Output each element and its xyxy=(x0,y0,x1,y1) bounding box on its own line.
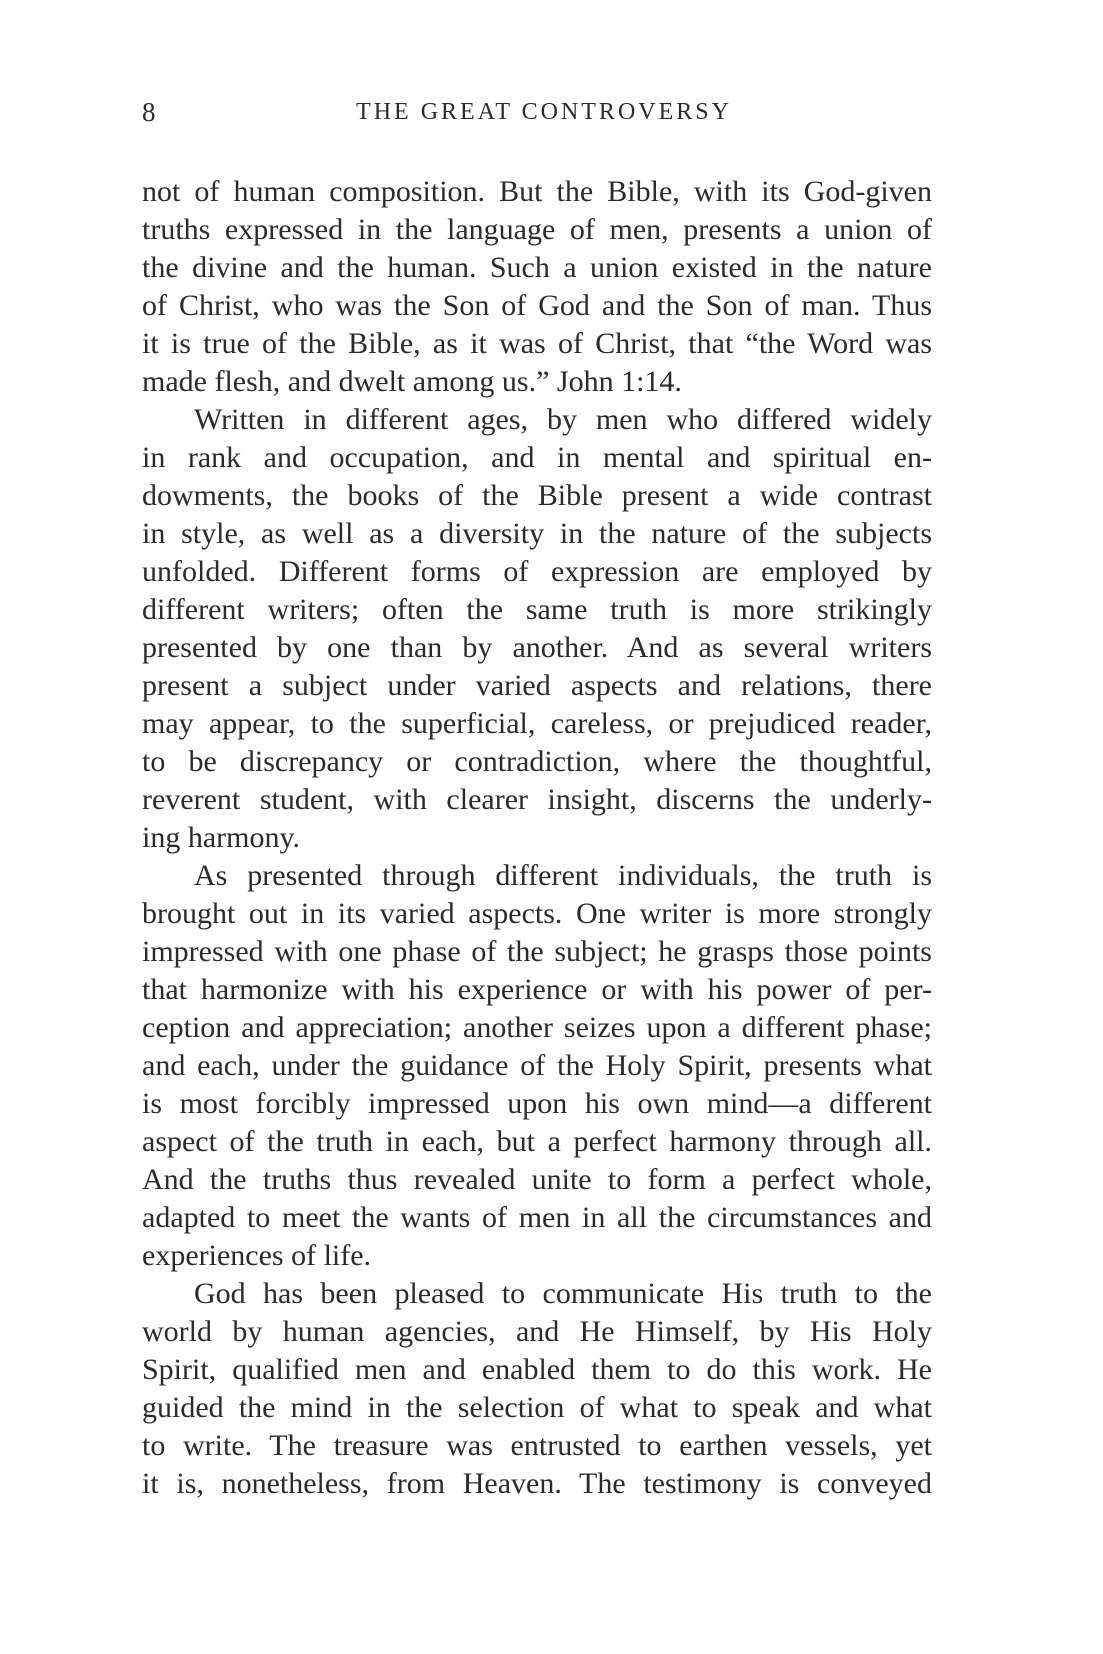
text-line: adapted to meet the wants of men in all the circumstances and xyxy=(142,1201,932,1234)
text-line: aspect of the truth in each, but a perfect harmony through all. xyxy=(142,1125,932,1158)
text-line: impressed with one phase of the subject; he grasps those points xyxy=(142,935,932,968)
text-line: it is true of the Bible, as it was of Christ, that “the Word was xyxy=(142,327,932,360)
text-line: of Christ, who was the Son of God and the Son of man. Thus xyxy=(142,289,932,322)
text-line: present a subject under varied aspects and relations, there xyxy=(142,669,932,702)
text-line: to be discrepancy or contradiction, where the thoughtful, xyxy=(142,745,932,778)
text-line: brought out in its varied aspects. One writer is more strongly xyxy=(142,897,932,930)
text-line: presented by one than by another. And as several writers xyxy=(142,631,932,664)
text-line: ception and appreciation; another seizes upon a different phase; xyxy=(142,1011,932,1044)
text-line: that harmonize with his experience or with his power of per- xyxy=(142,973,932,1006)
running-head xyxy=(142,92,932,132)
text-line: world by human agencies, and He Himself, by His Holy xyxy=(142,1315,932,1348)
text-line: experiences of life. xyxy=(142,1239,372,1272)
text-line: in rank and occupation, and in mental and spiritual en- xyxy=(142,441,932,474)
text-line: And the truths thus revealed unite to form a perfect whole, xyxy=(142,1163,932,1196)
text-line: in style, as well as a diversity in the nature of the subjects xyxy=(142,517,932,550)
text-line: unfolded. Different forms of expression are employed by xyxy=(142,555,932,588)
text-line: truths expressed in the language of men, presents a union of xyxy=(142,213,932,246)
text-line: is most forcibly impressed upon his own mind—a different xyxy=(142,1087,932,1120)
text-line: the divine and the human. Such a union existed in the nature xyxy=(142,251,932,284)
text-line: ing harmony. xyxy=(142,821,301,854)
text-line: guided the mind in the selection of what to speak and what xyxy=(142,1391,932,1424)
paragraph xyxy=(142,1275,932,1503)
text-line: and each, under the guidance of the Holy Spirit, presents what xyxy=(142,1049,932,1082)
book-title: THE GREAT CONTROVERSY xyxy=(356,99,732,125)
text-line: it is, nonetheless, from Heaven. The testimony is conveyed xyxy=(142,1467,932,1500)
text-line: As presented through different individuals, the truth is xyxy=(194,859,932,892)
paragraph xyxy=(142,173,932,401)
page-number: 8 xyxy=(142,97,156,127)
text-line: made flesh, and dwelt among us.” John 1:14. xyxy=(142,365,682,398)
body-text xyxy=(142,173,932,1503)
paragraph xyxy=(142,401,932,857)
text-line: to write. The treasure was entrusted to earthen vessels, yet xyxy=(142,1429,932,1462)
text-line: God has been pleased to communicate His truth to the xyxy=(194,1277,932,1310)
text-line: not of human composition. But the Bible, with its God-given xyxy=(142,175,932,208)
text-line: different writers; often the same truth is more strikingly xyxy=(142,593,932,626)
paragraph xyxy=(142,857,932,1275)
text-line: dowments, the books of the Bible present a wide contrast xyxy=(142,479,932,512)
text-line: Written in different ages, by men who differed widely xyxy=(194,403,932,436)
text-line: may appear, to the superficial, careless, or prejudiced reader, xyxy=(142,707,932,740)
text-line: Spirit, qualified men and enabled them to do this work. He xyxy=(142,1353,932,1386)
text-line: reverent student, with clearer insight, discerns the underly- xyxy=(142,783,932,816)
